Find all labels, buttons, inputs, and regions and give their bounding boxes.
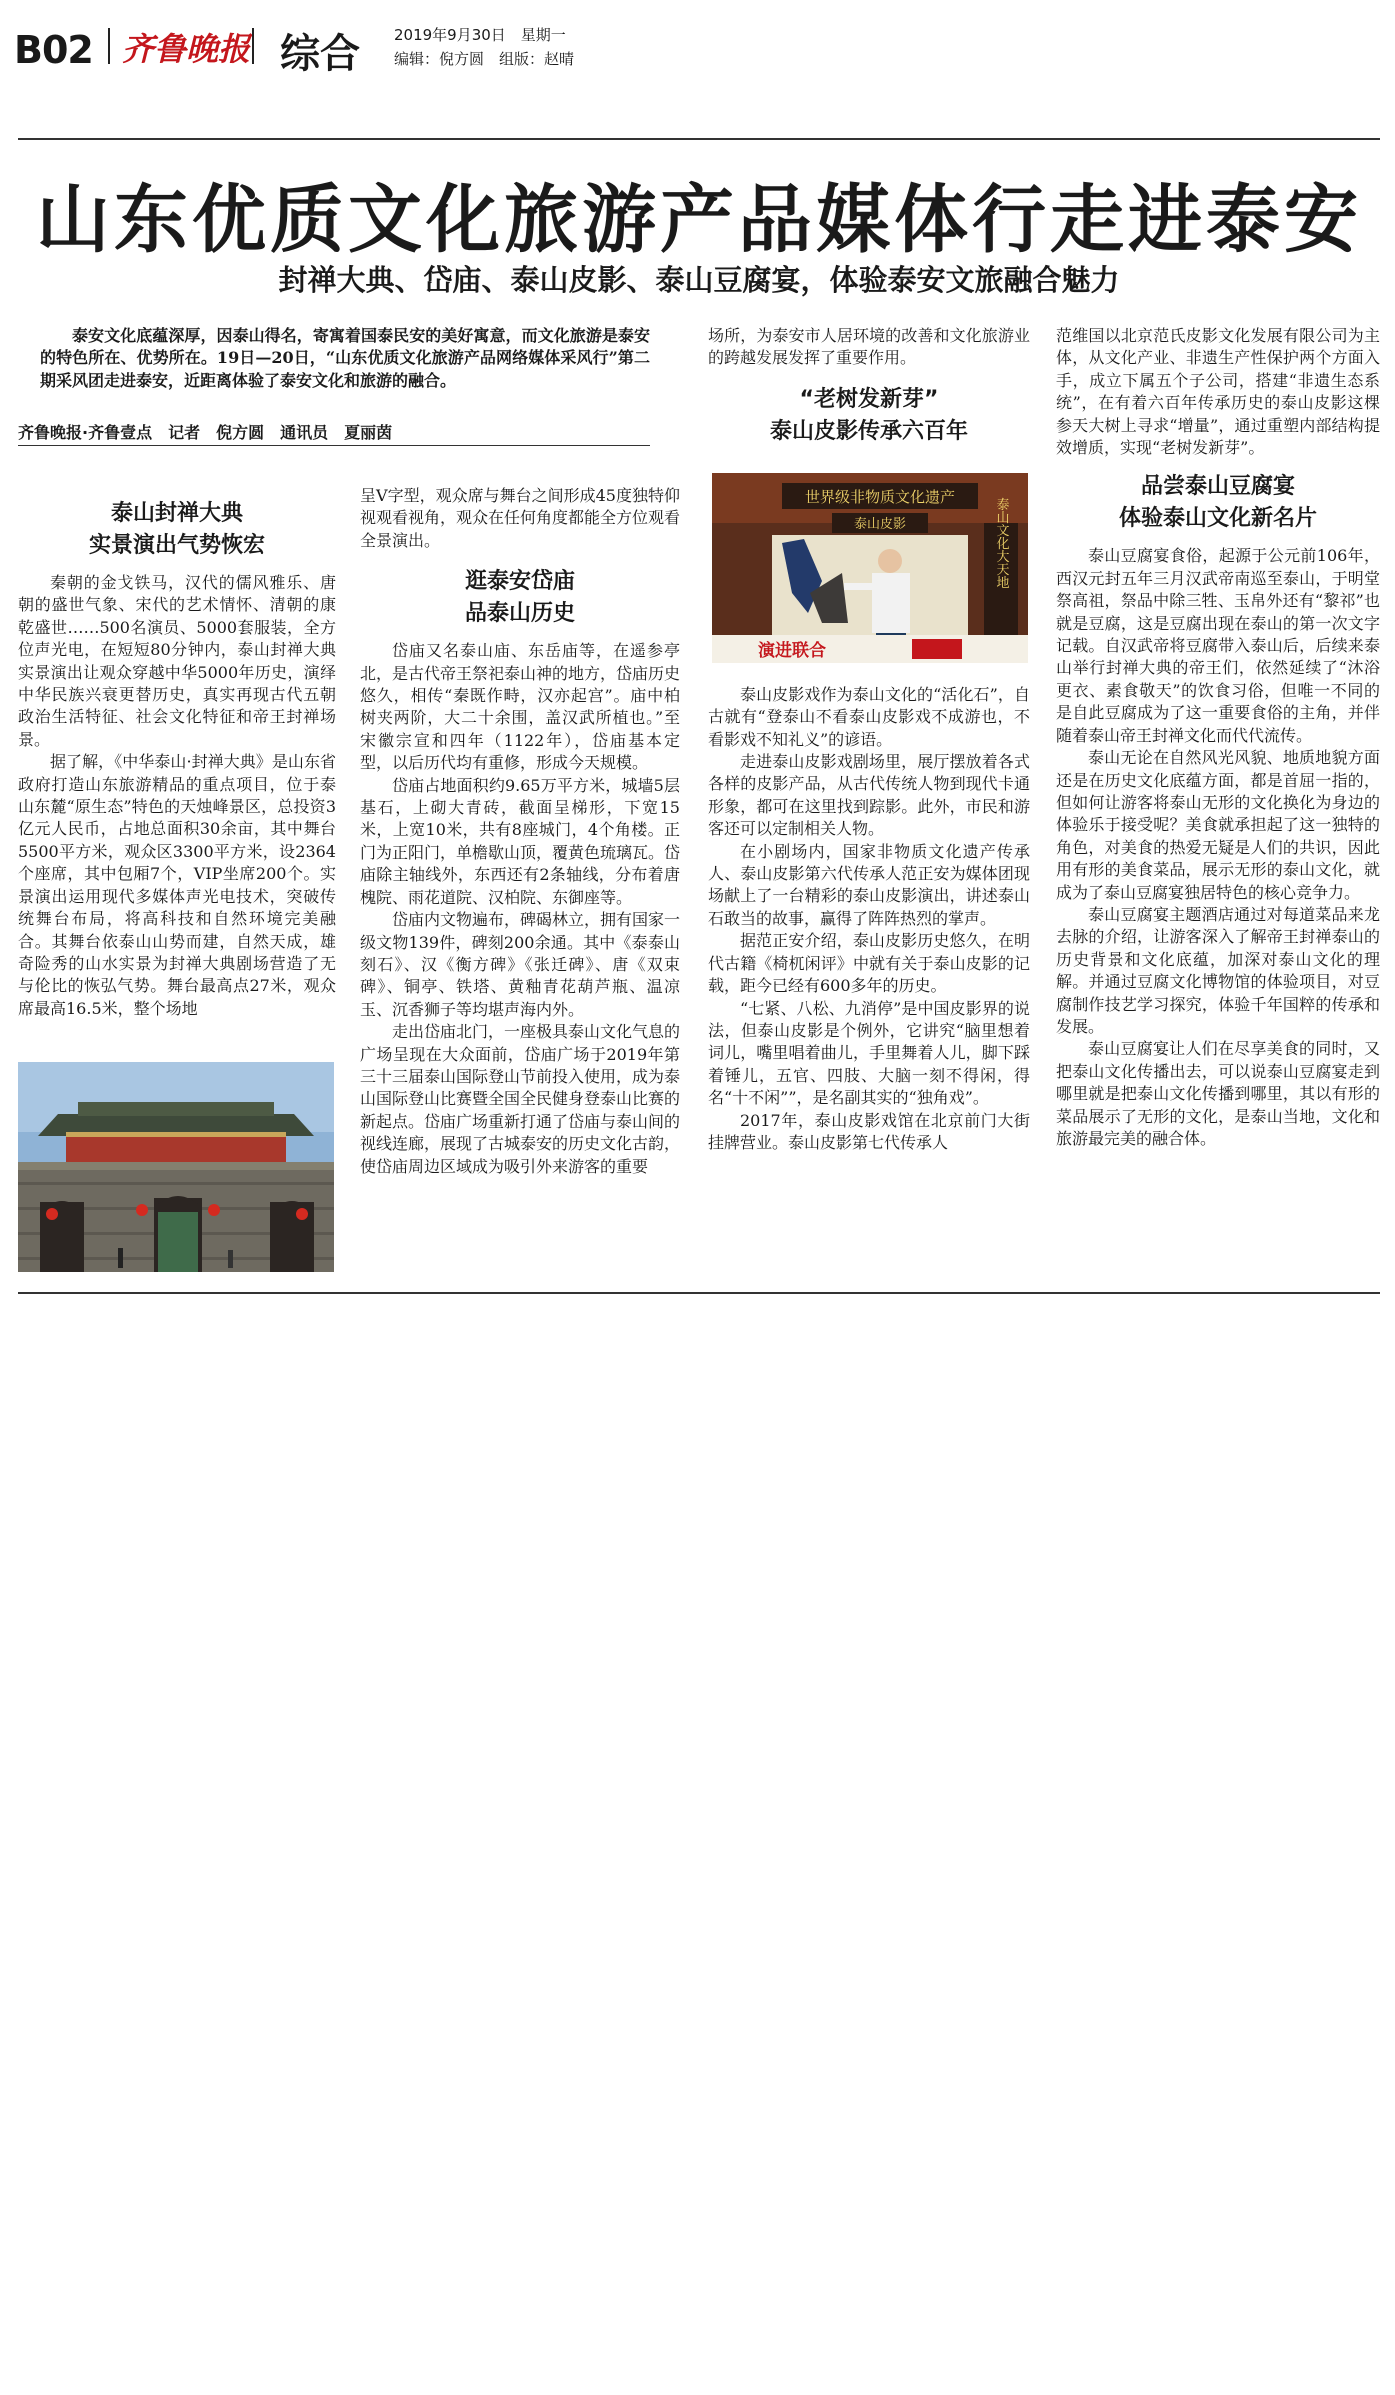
masthead-divider [252, 28, 254, 64]
section-heading: 品尝泰山豆腐宴 [1140, 474, 1295, 500]
paragraph: 岱庙内文物遍布，碑碣林立，拥有国家一级文物139件，碑刻200余通。其中《泰泰山刻石》、汉《衡方碑》《张迁碑》、唐《双束碑》、铜亭、铁塔、黄釉青花葫芦瓶、温凉玉、沉香狮子等均堪声海内外。 [360, 910, 681, 1019]
section-heading: 逛泰安岱庙 [464, 569, 575, 595]
section-heading: 实景演出气势恢宏 [88, 533, 265, 558]
paragraph: “七紧、八松、九消停”是中国皮影界的说法，但泰山皮影是个例外，它讲究“脑里想着词儿，嘴里唱着曲儿，手里舞着人儿，脚下踩着锤儿，五官、四肢、大脑一刻不得闲，得名“十不闲””，是名副其实的“独角戏”。 [708, 998, 1030, 1108]
issue-staff: 编辑：倪方圆 组版：赵晴 [394, 50, 575, 68]
paragraph: 走出岱庙北门，一座极具泰山文化气息的广场呈现在大众面前，岱庙广场于2019年第三十三届泰山国际登山节前投入使用，成为泰山国际登山比赛暨全国全民健身登泰山比赛的新起点。岱庙广场重新打通了岱庙与泰山间的视线连廊，展现了古城泰安的历史文化古韵，使岱庙周边区域成为吸引外来游客的重要 [360, 1022, 681, 1176]
column-3 [708, 325, 1030, 1154]
paragraph: 泰山皮影戏作为泰山文化的“活化石”，自古就有“登泰山不看泰山皮影戏不成游也，不看影戏不知礼义”的谚语。 [708, 684, 1030, 749]
paragraph: 呈V字型，观众席与舞台之间形成45度独特仰视观看视角，观众在任何角度都能全方位观看全景演出。 [360, 486, 681, 550]
paragraph: 据范正安介绍，泰山皮影历史悠久，在明代古籍《椅杌闲评》中就有关于泰山皮影的记载，距今已经有600多年的历史。 [708, 931, 1030, 996]
section-heading: “老树发新芽” [799, 386, 939, 412]
subheadline: 封禅大典、岱庙、泰山皮影、泰山豆腐宴，体验泰安文旅融合魅力 [278, 263, 1120, 297]
page-number: B02 [14, 28, 93, 72]
paragraph: 在小剧场内，国家非物质文化遗产传承人、泰山皮影第六代传承人范正安为媒体团现场献上了一台精彩的泰山皮影演出，讲述泰山石敢当的故事，赢得了阵阵热烈的掌声。 [708, 841, 1030, 928]
column-1 [18, 498, 336, 1020]
paragraph: 2017年，泰山皮影戏馆在北京前门大街挂牌营业。泰山皮影第七代传承人 [708, 1110, 1030, 1152]
column-4 [1056, 325, 1380, 1150]
newspaper-logo: 齐鲁晚报 [122, 30, 251, 68]
paragraph: 泰山豆腐宴食俗，起源于公元前106年，西汉元封五年三月汉武帝南巡至泰山，于明堂祭高祖，祭品中除三牲、玉帛外还有“黎祁”也就是豆腐，这是豆腐出现在泰山的第一次文字记载。自汉武帝将豆腐带入泰山后，后续来泰山举行封禅大典的帝王们，依然延续了“沐浴更衣、素食敬天”的饮食习俗，但唯一不同的是自此豆腐成为了这一重要食俗的主角，并伴随着泰山帝王封禅文化而代代流传。 [1056, 546, 1380, 745]
paragraph: 泰山豆腐宴让人们在尽享美食的同时，又把泰山文化传播出去，可以说泰山豆腐宴走到哪里就是把泰山文化传播到哪里，其以有形的菜品展示了无形的文化，是泰山当地，文化和旅游最完美的融合体。 [1056, 1039, 1380, 1148]
top-rule [18, 138, 1380, 140]
bottom-rule [18, 1292, 1380, 1294]
section-name: 综合 [280, 31, 360, 77]
shadow-play-photo [712, 473, 1028, 663]
issue-date: 2019年9月30日 星期一 [394, 26, 566, 44]
dai-temple-photo [18, 1062, 334, 1272]
section-heading: 泰山皮影传承六百年 [769, 418, 968, 444]
byline: 齐鲁晚报·齐鲁壹点 记者 倪方圆 通讯员 夏丽茵 [18, 423, 393, 442]
headline: 山东优质文化旅游产品媒体行走进泰安 [36, 177, 1362, 263]
paragraph: 场所，为泰安市人居环境的改善和文化旅游业的跨越发展发挥了重要作用。 [708, 326, 1030, 368]
paragraph: 据了解，《中华泰山·封禅大典》是山东省政府打造山东旅游精品的重点项目，位于泰山东麓“原生态”特色的天烛峰景区，总投资3亿元人民币，占地总面积30余亩，其中舞台5500平方米，观众区3300平方米，设2364个座席，其中包厢7个，VIP坐席200个。实景演出运用现代多媒体声光电技术，突破传统舞台布局，将高科技和自然环境完美融合。其舞台依泰山山势而建，自然天成，雄奇险秀的山水实景为封禅大典剧场营造了无与伦比的恢弘气势。舞台最高点27米，观众席最高16.5米，整个场地 [18, 752, 336, 1018]
side-text: 泰山文化大天地 [993, 497, 1009, 589]
paragraph: 泰山豆腐宴主题酒店通过对每道菜品来龙去脉的介绍，让游客深入了解帝王封禅泰山的历史背景和文化底蕴，加深对泰山文化的理解。并通过豆腐文化博物馆的体验项目，对豆腐制作技艺学习探究，体验千年国粹的传承和发展。 [1056, 904, 1380, 1036]
column-2 [360, 485, 680, 1178]
masthead-divider [108, 28, 110, 64]
sign-text: 泰山皮影 [853, 517, 907, 532]
section-heading: 泰山封禅大典 [110, 501, 243, 526]
lead-paragraph: 泰安文化底蕴深厚，因泰山得名，寄寓着国泰民安的美好寓意，而文化旅游是泰安的特色所在、优势所在。19日—20日，“山东优质文化旅游产品网络媒体采风行”第二期采风团走进泰安，近距离体验了泰安文化和旅游的融合。 [40, 326, 650, 390]
byline-rule [18, 445, 650, 446]
section-heading: 品泰山历史 [464, 601, 575, 627]
section-heading: 体验泰山文化新名片 [1118, 506, 1317, 532]
bottom-banner-text: 演进联合 [758, 641, 826, 661]
paragraph: 岱庙又名泰山庙、东岳庙等，在遥参亭北，是古代帝王祭祀泰山神的地方，岱庙历史悠久，相传“秦既作畤，汉亦起宫”。庙中柏树夹两阶，大二十余围，盖汉武所植也。”至宋徽宗宣和四年（1122年），岱庙基本定型，以后历代均有重修，形成今天规模。 [360, 641, 681, 773]
paragraph: 走进泰山皮影戏剧场里，展厅摆放着各式各样的皮影产品，从古代传统人物到现代卡通形象，都可在这里找到踪影。此外，市民和游客还可以定制相关人物。 [708, 752, 1030, 839]
paragraph: 岱庙占地面积约9.65万平方米，城墙5层基石，上砌大青砖，截面呈梯形，下宽15米，上宽10米，共有8座城门，4个角楼。正门为正阳门，单檐歇山顶，覆黄色琉璃瓦。岱庙除主轴线外，东西还有2条轴线，分布着唐槐院、雨花道院、汉柏院、东御座等。 [360, 775, 681, 907]
paragraph: 泰山无论在自然风光风貌、地质地貌方面还是在历史文化底蕴方面，都是首屈一指的，但如何让游客将泰山无形的文化换化为身边的体验乐于接受呢？美食就承担起了这一独特的角色，对美食的热爱无疑是人们的共识，因此用有形的美食菜品，展示无形的泰山文化，就成为了泰山豆腐宴独居特色的核心竞争力。 [1056, 748, 1380, 902]
banner-text: 世界级非物质文化遗产 [804, 488, 956, 506]
paragraph: 秦朝的金戈铁马，汉代的儒风雅乐、唐朝的盛世气象、宋代的艺术情怀、清朝的康乾盛世……500名演员、5000套服装，全方位声光电，在短短80分钟内，泰山封禅大典实景演出让观众穿越中华5000年历史，演绎中华民族兴衰更替历史，真实再现古代五朝政治生活特征、社会文化特征和帝王封禅场景。 [18, 573, 336, 749]
paragraph: 范维国以北京范氏皮影文化发展有限公司为主体，从文化产业、非遗生产性保护两个方面入手，成立下属五个子公司，搭建“非遗生态系统”，在有着六百年传承历史的泰山皮影这棵参天大树上寻求“增量”，通过重塑内部结构提效增质，实现“老树发新芽”。 [1056, 326, 1380, 458]
